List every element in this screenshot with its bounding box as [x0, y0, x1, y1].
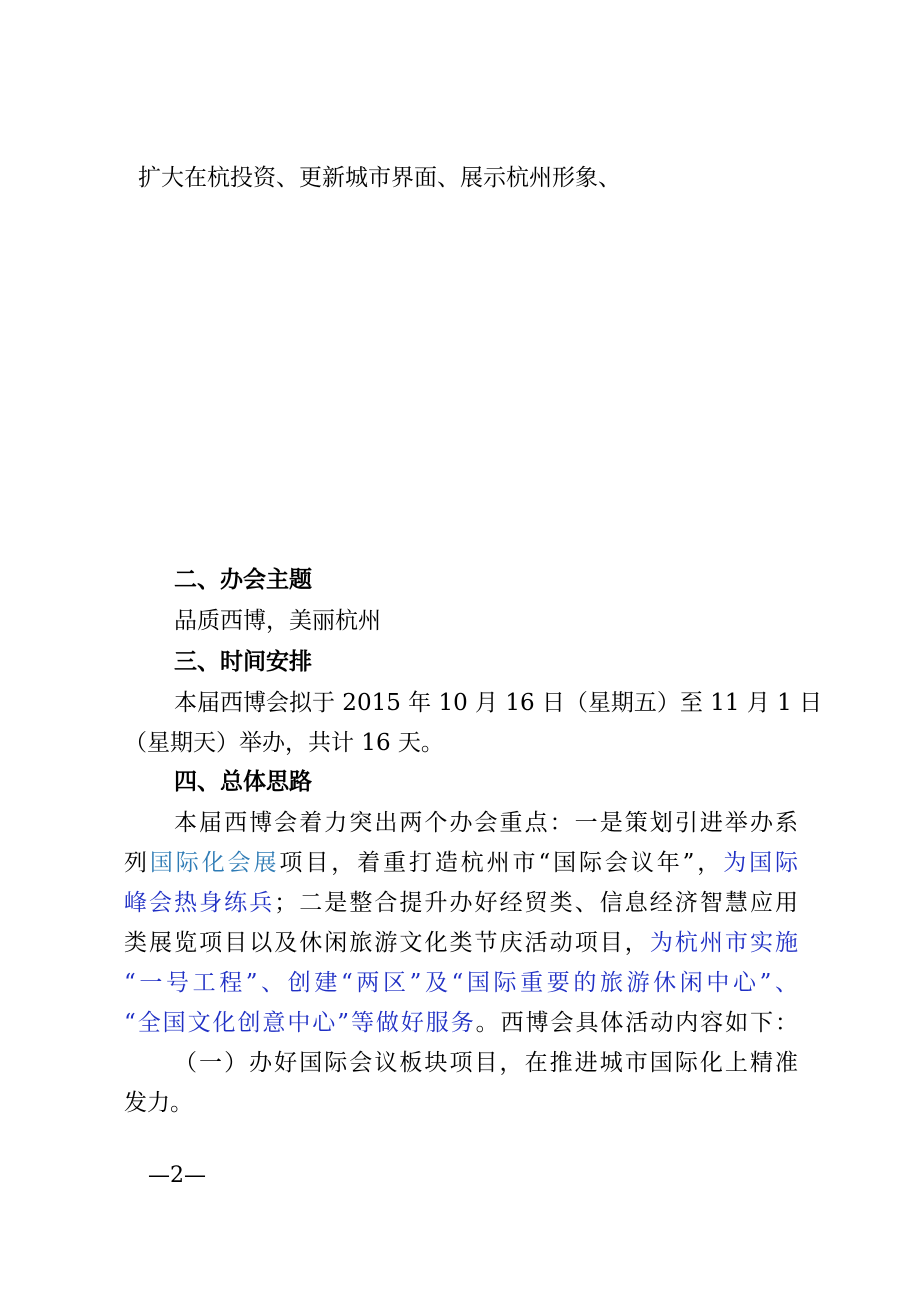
approach-line-3 [124, 886, 798, 920]
highlight-culture-center: “全国文化创意中心”等做好服务 [124, 1010, 476, 1036]
approach-text: 项目，着重打造杭州市“国际会议年”， [279, 850, 724, 876]
page-number: —2— [148, 1163, 206, 1188]
subsection-1-line-1: （一）办好国际会议板块项目，在推进城市国际化上精准 [174, 1050, 798, 1076]
schedule-line-2: （星期天）举办，共计 16 天。 [124, 730, 444, 756]
schedule-line-1: 本届西博会拟于 2015 年 10 月 16 日（星期五）至 11 月 1 日 [174, 690, 823, 716]
highlight-summit-prep: 为国际 [723, 850, 798, 876]
approach-text: 。西博会具体活动内容如下： [475, 1010, 798, 1036]
approach-line-6 [124, 1006, 798, 1040]
section-heading-approach: 四、总体思路 [174, 769, 312, 795]
theme-body: 品质西博，美丽杭州 [174, 608, 381, 634]
approach-text: ；二是整合提升办好经贸类、信息经济智慧应用 [274, 890, 799, 916]
approach-text: 类展览项目以及休闲旅游文化类节庆活动项目， [124, 930, 650, 956]
approach-line-5: “一号工程”、创建“两区”及“国际重要的旅游休闲中心”、 [124, 970, 798, 996]
intro-line: 扩大在杭投资、更新城市界面、展示杭州形象、 [138, 165, 621, 191]
approach-line-4 [124, 926, 798, 960]
subsection-1-line-2: 发力。 [124, 1090, 193, 1116]
highlight-summit-prep-cont: 峰会热身练兵 [124, 890, 275, 916]
highlight-serve-city: 为杭州市实施 [649, 930, 799, 956]
approach-text: 列 [124, 850, 150, 876]
approach-line-1: 本届西博会着力突出两个办会重点：一是策划引进举办系 [174, 810, 798, 836]
highlight-international-expo: 国际化会展 [149, 850, 280, 876]
section-heading-theme: 二、办会主题 [174, 567, 312, 593]
approach-line-2 [124, 846, 798, 880]
section-heading-schedule: 三、时间安排 [174, 649, 312, 675]
